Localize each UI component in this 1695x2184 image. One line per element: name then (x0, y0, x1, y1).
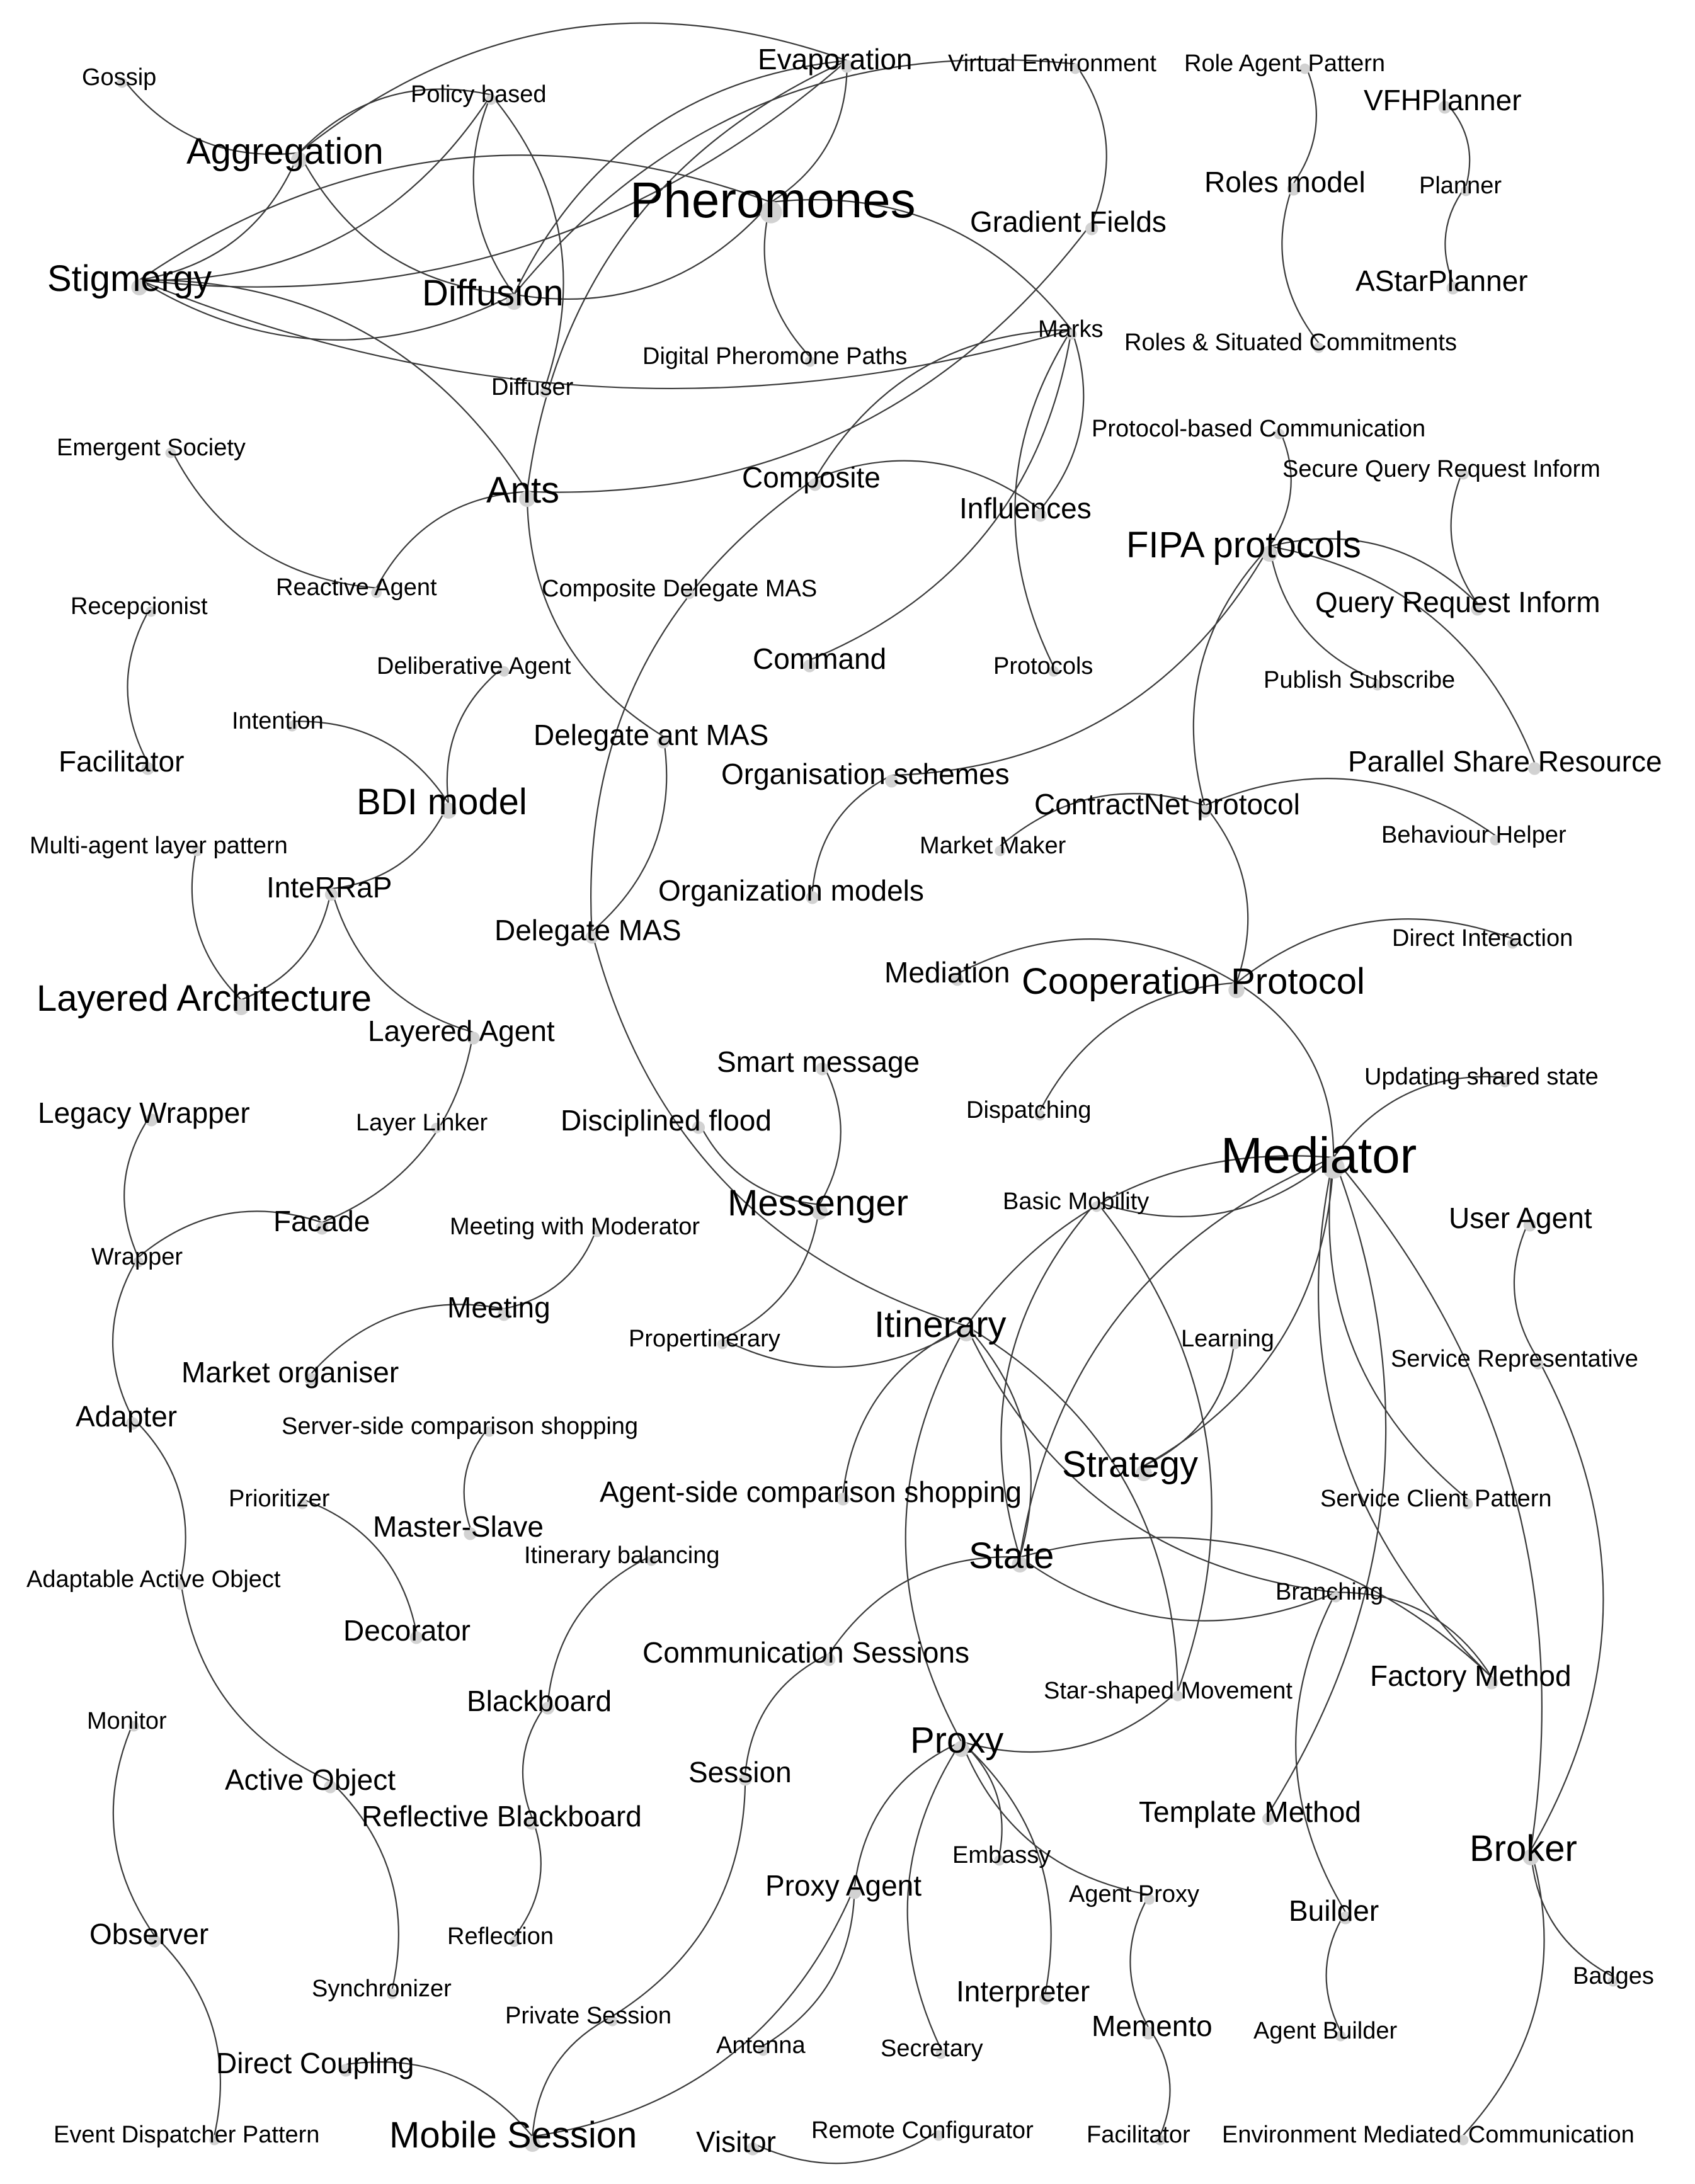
node-label: Agent Proxy (1069, 1881, 1199, 1908)
node-orgschemes (721, 758, 1010, 790)
node-label: Recepcionist (71, 593, 208, 620)
node-diffuser (491, 374, 574, 401)
node-label: Proxy (910, 1720, 1004, 1761)
node-activeobject (225, 1763, 396, 1796)
node-label: Propertinerary (629, 1326, 780, 1352)
node-badges (1573, 1963, 1654, 1989)
node-useragent (1449, 1202, 1592, 1234)
node-template (1139, 1795, 1361, 1828)
node-label: Factory Method (1370, 1659, 1572, 1692)
node-label: Master-Slave (373, 1510, 544, 1543)
node-label: Roles model (1204, 166, 1366, 198)
node-label: Gradient Fields (970, 205, 1167, 238)
node-strategy (1062, 1444, 1198, 1485)
node-label: Itinerary balancing (524, 1542, 720, 1569)
node-recepcionist (71, 593, 208, 620)
node-label: FIPA protocols (1126, 525, 1361, 566)
node-disciplined (561, 1104, 772, 1137)
node-label: Service Representative (1391, 1346, 1638, 1372)
node-prioritizer (229, 1486, 330, 1512)
node-label: Market Maker (920, 833, 1066, 859)
node-orgmodels (658, 874, 924, 907)
node-label: Marks (1038, 316, 1104, 343)
node-gradient (970, 205, 1167, 238)
node-reflective (362, 1800, 642, 1833)
node-synchronizer (312, 1976, 452, 2002)
node-label: Decorator (343, 1614, 471, 1647)
node-label: Agent Builder (1253, 2018, 1398, 2044)
node-legacy (38, 1096, 250, 1129)
edge-delegateant-delegatemas (592, 736, 667, 931)
node-label: Secure Query Request Inform (1282, 456, 1601, 482)
node-diffusion (422, 273, 564, 314)
node-basicmob (1003, 1188, 1149, 1215)
edge-evaporation-ants (527, 60, 847, 491)
node-label: Cooperation Protocol (1022, 961, 1365, 1002)
node-secretary (881, 2035, 983, 2062)
node-label: State (969, 1535, 1054, 1576)
node-envmediated (1222, 2122, 1635, 2148)
edge-servicerep-broker (1531, 1360, 1603, 1850)
node-label: Antenna (716, 2032, 806, 2059)
node-label: Organisation schemes (721, 758, 1010, 790)
node-reactive (276, 574, 437, 601)
edge-itinerary-state (966, 1326, 1031, 1557)
node-label: Influences (959, 492, 1092, 525)
node-broker (1470, 1828, 1577, 1869)
node-label: Legacy Wrapper (38, 1096, 250, 1129)
node-protocolcomm (1092, 416, 1425, 442)
edge-broker-envmediated (1463, 1850, 1544, 2136)
node-label: Market organiser (181, 1356, 399, 1389)
node-label: Behaviour Helper (1381, 822, 1567, 848)
node-label: Prioritizer (229, 1486, 330, 1512)
edge-observer-eventdispatcher (154, 1935, 220, 2135)
node-updating (1364, 1064, 1599, 1090)
edge-adaptable-activeobject (181, 1580, 331, 1782)
node-label: Meeting (447, 1291, 551, 1324)
node-label: Strategy (1062, 1444, 1198, 1485)
node-deliberative (377, 653, 571, 680)
node-label: Event Dispatcher Pattern (54, 2122, 320, 2148)
node-proxy (910, 1720, 1003, 1761)
edge-marks-influences (1041, 330, 1083, 510)
node-marks (1038, 316, 1103, 343)
edge-memento-facilitatorbot (1148, 2027, 1170, 2135)
node-label: Badges (1573, 1963, 1654, 1989)
node-label: Ants (486, 470, 560, 511)
node-qri (1315, 586, 1601, 618)
node-command (753, 642, 886, 675)
node-label: AStarPlanner (1355, 264, 1528, 297)
node-label: Remote Configurator (811, 2117, 1034, 2144)
node-label: ContractNet protocol (1034, 788, 1300, 821)
node-servicerep (1391, 1346, 1638, 1372)
node-label: Diffusion (422, 273, 564, 314)
node-interrap (266, 871, 392, 904)
node-adaptable (26, 1566, 281, 1593)
node-label: Proxy Agent (765, 1869, 922, 1902)
edge-emergent-reactive (171, 448, 377, 588)
node-label: Adaptable Active Object (26, 1566, 281, 1593)
node-cooperation (1022, 961, 1365, 1002)
edge-multiagent-layered (192, 846, 241, 1000)
node-label: Basic Mobility (1003, 1188, 1150, 1215)
node-privatesession (505, 2003, 671, 2029)
edge-itinerary-agentside (843, 1326, 966, 1494)
node-layerlinker (356, 1110, 488, 1136)
node-label: Role Agent Pattern (1184, 50, 1385, 77)
node-label: Intention (232, 708, 324, 734)
edge-proxy-proxyagent (855, 1742, 962, 1887)
edge-itinbal-blackboard (548, 1556, 651, 1703)
node-masterslave (373, 1510, 544, 1543)
node-label: Virtual Environment (948, 50, 1156, 77)
node-rolesmodel (1204, 166, 1366, 198)
node-influences (959, 492, 1092, 525)
node-protocols (993, 653, 1093, 680)
node-observer (89, 1918, 208, 1950)
node-label: Deliberative Agent (377, 653, 571, 680)
node-label: Parallel Share Resource (1348, 745, 1662, 778)
node-agentside (600, 1476, 1022, 1508)
node-label: Digital Pheromone Paths (642, 343, 908, 370)
node-label: Environment Mediated Communication (1222, 2122, 1635, 2148)
node-marketmaker (920, 833, 1066, 859)
node-astar (1355, 264, 1528, 297)
node-label: User Agent (1449, 1202, 1592, 1234)
node-mediation (884, 956, 1010, 989)
node-interpreter (956, 1975, 1090, 2008)
node-directcoupling (216, 2047, 414, 2079)
node-label: Diffuser (491, 374, 574, 401)
node-label: Mediation (884, 956, 1010, 989)
node-memento (1092, 2010, 1213, 2042)
edge-policy-diffuser (491, 95, 564, 388)
node-label: Mobile Session (389, 2115, 637, 2156)
node-label: Evaporation (758, 43, 913, 76)
node-label: Smart message (717, 1045, 920, 1078)
node-label: Dispatching (966, 1097, 1092, 1123)
node-evaporation (758, 43, 913, 76)
edge-mediator-strategy (1144, 1157, 1333, 1466)
edge-policy-stigmergy (139, 95, 491, 280)
node-facilitatorbot (1087, 2122, 1190, 2148)
node-antenna (716, 2032, 806, 2059)
node-label: Secretary (881, 2035, 983, 2062)
node-stigmergy (47, 258, 212, 299)
node-messenger (728, 1183, 908, 1224)
node-label: Session (688, 1756, 792, 1789)
node-label: Command (753, 642, 887, 675)
edge-agentproxy-memento (1130, 1895, 1149, 2028)
node-proxyagent (765, 1869, 922, 1902)
node-label: Private Session (505, 2003, 672, 2029)
node-emergent (57, 435, 246, 461)
node-facade (273, 1205, 370, 1237)
node-label: Updating shared state (1364, 1064, 1599, 1090)
node-label: InteRRaP (266, 871, 392, 904)
edge-recepcionist-facilitatortop (127, 607, 151, 763)
node-label: Aggregation (186, 131, 384, 172)
node-label: Blackboard (467, 1685, 612, 1717)
edge-cooperation-dispatching (1040, 983, 1236, 1111)
node-label: Gossip (82, 64, 157, 91)
node-decorator (343, 1614, 471, 1647)
node-meetingmod (450, 1214, 700, 1240)
node-remoteconf (811, 2117, 1034, 2144)
node-label: Reactive Agent (276, 574, 437, 601)
node-label: Template Method (1139, 1795, 1361, 1828)
node-parallel (1348, 745, 1662, 778)
edge-composite-delegatemas (591, 479, 815, 931)
node-wrapper (91, 1244, 183, 1270)
node-label: Broker (1470, 1828, 1577, 1869)
node-monitor (87, 1708, 167, 1734)
node-layered (37, 978, 372, 1019)
node-learning (1181, 1326, 1274, 1352)
node-composite (742, 461, 881, 494)
node-starshaped (1044, 1678, 1293, 1704)
node-branching (1276, 1579, 1383, 1605)
node-label: Delegate MAS (494, 914, 682, 947)
edge-itinerary-proxy (906, 1326, 966, 1742)
edge-builder-agentbuilder (1327, 1912, 1346, 2031)
node-label: Wrapper (91, 1244, 183, 1270)
node-label: Star-shaped Movement (1044, 1678, 1293, 1704)
edge-legacy-wrapper (124, 1114, 151, 1257)
node-label: Query Request Inform (1315, 586, 1601, 618)
node-label: Reflective Blackboard (362, 1800, 642, 1833)
node-layeredagent (368, 1015, 555, 1047)
node-label: Pheromones (630, 172, 916, 228)
node-state (969, 1535, 1054, 1576)
edge-antenna-proxyagent (763, 1887, 854, 2045)
edge-state-factory (1020, 1537, 1492, 1677)
node-marketorg (181, 1356, 399, 1389)
node-meeting (447, 1291, 551, 1324)
node-label: Visitor (696, 2125, 776, 2158)
node-label: Service Client Pattern (1320, 1486, 1552, 1512)
node-virtualenv (948, 50, 1156, 77)
node-label: Interpreter (956, 1975, 1090, 2008)
node-pubsub (1264, 667, 1455, 693)
node-delegatemas (494, 914, 682, 947)
node-label: Observer (89, 1918, 209, 1950)
node-planner (1419, 173, 1502, 199)
node-itinerary (874, 1304, 1007, 1345)
node-ants (486, 470, 559, 511)
node-label: Active Object (225, 1763, 396, 1796)
node-label: Stigmergy (47, 258, 212, 299)
node-label: Branching (1276, 1579, 1384, 1605)
node-label: Composite (742, 461, 881, 494)
node-roleagent (1184, 50, 1385, 77)
node-visitor (696, 2125, 776, 2158)
node-label: Policy based (411, 81, 547, 108)
node-label: Roles & Situated Commitments (1124, 329, 1457, 356)
edge-adapter-adaptable (132, 1418, 185, 1579)
edge-ants-delegateant (527, 492, 663, 737)
node-aggregation (186, 131, 384, 172)
node-facilitatortop (59, 745, 184, 778)
node-label: Composite Delegate MAS (542, 576, 818, 602)
node-delegateant (534, 719, 768, 751)
edge-mediator-serviceclient (1329, 1157, 1468, 1499)
node-label: Protocols (993, 653, 1093, 680)
node-vfh (1364, 84, 1522, 117)
node-multiagent (30, 833, 288, 859)
node-label: Emergent Society (57, 435, 246, 461)
node-builder (1289, 1894, 1379, 1927)
node-label: Direct Coupling (216, 2047, 414, 2079)
node-fipa (1126, 525, 1361, 566)
node-propertinerary (629, 1326, 780, 1352)
edge-useragent-servicerep (1514, 1219, 1538, 1359)
edge-fipa-contractnet (1194, 547, 1270, 806)
node-label: Reflection (447, 1923, 554, 1950)
node-label: Itinerary (874, 1304, 1007, 1345)
node-reflection (447, 1923, 554, 1950)
node-policy (411, 81, 546, 108)
node-serverside (282, 1413, 638, 1440)
node-secureqri (1282, 456, 1601, 482)
node-dispatching (966, 1097, 1092, 1123)
node-eventdispatcher (54, 2122, 319, 2148)
node-label: Memento (1092, 2010, 1213, 2042)
node-bdi (357, 782, 527, 822)
node-label: Delegate ant MAS (534, 719, 769, 751)
node-label: Publish Subscribe (1264, 667, 1456, 693)
edge-itinerary-starshaped (966, 1326, 1178, 1692)
node-mobilesession (389, 2115, 637, 2156)
node-factory (1370, 1659, 1572, 1692)
node-label: Disciplined flood (561, 1104, 772, 1137)
edge-monitor-observer (113, 1722, 154, 1936)
node-gossip (82, 64, 156, 91)
node-label: Facilitator (59, 745, 185, 778)
node-compdelegate (542, 576, 817, 602)
node-itinbal (524, 1542, 720, 1569)
node-label: Adapter (76, 1400, 178, 1433)
node-label: Agent-side comparison shopping (600, 1476, 1022, 1508)
node-session (688, 1756, 792, 1789)
edge-rolesmodel-roles (1282, 183, 1318, 343)
edge-virtualenv-gradient (1075, 64, 1107, 224)
node-blackboard (467, 1685, 612, 1717)
node-label: Messenger (728, 1183, 908, 1224)
node-contractnet (1034, 788, 1300, 821)
node-label: Planner (1419, 173, 1502, 199)
node-label: Server-side comparison shopping (282, 1413, 639, 1440)
node-label: Builder (1289, 1894, 1379, 1927)
node-label: Protocol-based Communication (1092, 416, 1426, 442)
node-serviceclient (1320, 1486, 1552, 1512)
nodes-layer (26, 43, 1662, 2158)
node-digital (642, 343, 907, 370)
node-label: Facade (273, 1205, 370, 1237)
node-label: Layer Linker (356, 1110, 488, 1136)
node-label: Meeting with Moderator (450, 1214, 700, 1240)
node-label: Multi-agent layer pattern (30, 833, 288, 859)
node-roles (1124, 329, 1457, 356)
node-label: Mediator (1221, 1127, 1417, 1183)
node-embassy (952, 1842, 1051, 1868)
node-direct (1392, 925, 1573, 952)
node-label: Learning (1181, 1326, 1274, 1352)
node-label: Layered Architecture (37, 978, 372, 1019)
node-label: Communication Sessions (642, 1636, 970, 1669)
edge-mediator-state (1020, 1157, 1333, 1557)
node-pheromones (630, 172, 916, 228)
edge-policy-diffusion (474, 95, 514, 295)
node-label: Facilitator (1087, 2122, 1190, 2148)
node-commsessions (642, 1636, 969, 1669)
node-label: Monitor (87, 1708, 167, 1734)
node-agentbuilder (1253, 2018, 1397, 2044)
node-smartmsg (717, 1045, 920, 1078)
node-adapter (76, 1400, 177, 1433)
node-label: Organization models (658, 874, 924, 907)
node-agentproxy (1069, 1881, 1199, 1908)
node-label: Direct Interaction (1392, 925, 1573, 952)
node-label: Synchronizer (312, 1976, 452, 2002)
node-label: Embassy (952, 1842, 1051, 1868)
edge-reflective-reflection (514, 1817, 540, 1937)
node-label: Layered Agent (368, 1015, 555, 1047)
node-label: BDI model (357, 782, 527, 822)
node-mediator (1221, 1127, 1417, 1183)
edge-contractnet-cooperation (1204, 805, 1248, 982)
node-behaviour (1381, 822, 1567, 848)
edge-wrapper-adapter (113, 1258, 138, 1418)
edge-proxy-agentproxy (961, 1742, 1149, 1895)
node-label: VFHPlanner (1364, 84, 1522, 117)
edge-fipa-parallel (1269, 547, 1534, 763)
node-intention (232, 708, 324, 734)
